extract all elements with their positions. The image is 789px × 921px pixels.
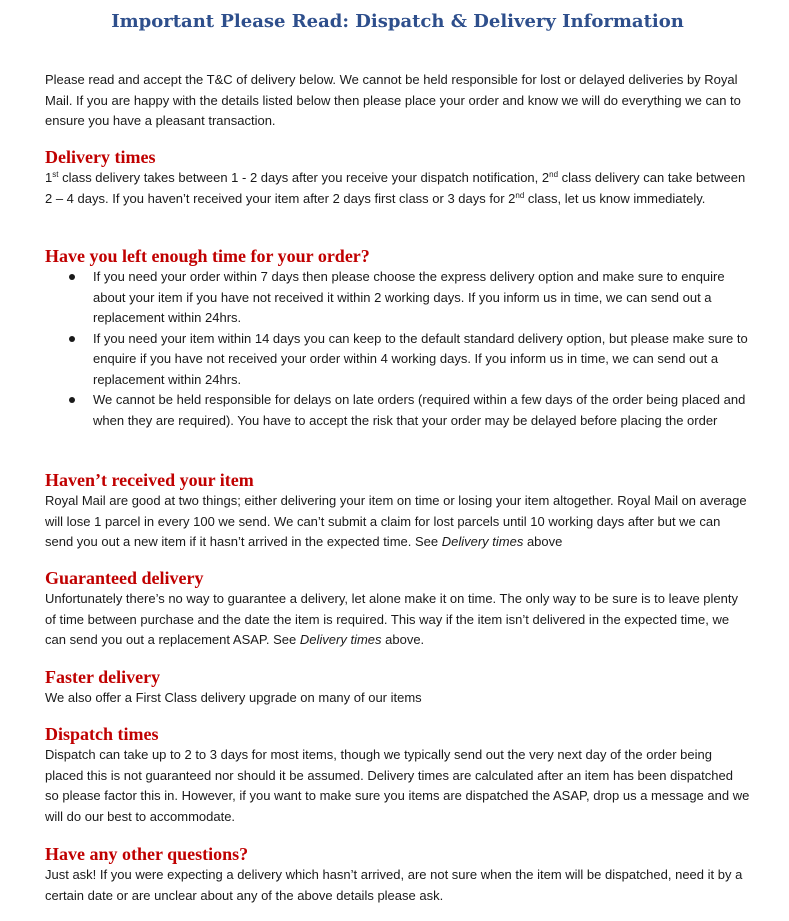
text-run: Unfortunately there’s no way to guarantee a delivery, let alone make it on time. The only way to be sure is to leave plenty of time between purchase and the date the item is required. This way if the item isn’t delivered in the expected time, we can send you out a replacement ASAP. See: [45, 591, 738, 647]
superscript: st: [52, 170, 59, 179]
text-run: above.: [381, 632, 425, 647]
guaranteed-text: [45, 589, 750, 651]
list-item: [45, 329, 750, 391]
list-item: [45, 267, 750, 329]
bullet-icon: [69, 397, 75, 403]
superscript: nd: [549, 170, 559, 179]
text-run: class delivery can take between 2 – 4 days. If you haven’t received your item after 2 days first class or 3 days for 2: [45, 170, 746, 206]
not-received-text: [45, 491, 750, 553]
superscript: nd: [515, 190, 525, 200]
faster-text: We also offer a First Class delivery upgrade on many of our items: [45, 690, 422, 705]
intro-text: Please read and accept the T&C of delivery below. We cannot be held responsible for lost or delayed deliveries by Royal Mail. If you are happy with the details listed below then please place your order and know we will do everything we can to ensure you have a pleasant transaction.: [45, 72, 741, 128]
section-heading: Haven’t received your item: [45, 470, 254, 490]
section-guaranteed: [45, 567, 750, 651]
dispatch-text: Dispatch can take up to 2 to 3 days for most items, though we typically send out the very next day of the order being placed this is not guaranteed nor should it be assumed. Delivery times are calculated after an item has been dispatched so please factor this in. However, if you want to make sure you items are dispatched the ASAP, drop us a message and we will do our best to accommodate.: [45, 747, 750, 824]
list-item-text: If you need your item within 14 days you can keep to the default standard delivery option, but please make sure to enquire if you have not received your order within 4 working days. If you inform us in time, we can send out a replacement within 24hrs.: [93, 330, 748, 387]
text-run: class, let us know immediately.: [524, 190, 706, 206]
section-delivery-times: [45, 146, 750, 209]
list-item: [45, 390, 750, 431]
list-item-text: We cannot be held responsible for delays on late orders (required within a few days of the order being placed and when they are required). You have to accept the risk that your order may be delayed before placing the order: [93, 392, 746, 428]
text-run: class delivery takes between 1 - 2 days after you receive your dispatch notification, 2: [58, 170, 550, 185]
questions-text: Just ask! If you were expecting a delivery which hasn’t arrived, are not sure when the item will be dispatched, need it by a certain date or are unclear about any of the above details please ask.: [45, 867, 743, 903]
section-heading: Dispatch times: [45, 724, 159, 744]
text-run: Royal Mail are good at two things; either delivering your item on time or losing your item altogether. Royal Mail on average will lose 1 parcel in every 100 we send. We can’t submit a claim for lost parcels until 10 working days after but we can send you out a new item if it hasn’t arrived in the expected time. See: [45, 493, 747, 549]
delivery-times-reference: Delivery times: [299, 632, 382, 647]
section-enough-time: [45, 245, 750, 431]
list-item-text: If you need your order within 7 days then please choose the express delivery option and make sure to enquire about your item if you have not received it within 2 working days. If you inform us in time, we can send out a replacement within 24hrs.: [93, 269, 725, 325]
section-heading: Have you left enough time for your order?: [45, 246, 370, 266]
section-heading: Have any other questions?: [45, 844, 249, 864]
bullet-list: [45, 267, 750, 431]
section-heading: Faster delivery: [45, 667, 161, 687]
intro-paragraph: [45, 70, 750, 132]
bullet-icon: [69, 336, 75, 342]
text-run: above: [523, 534, 563, 549]
section-heading: Delivery times: [45, 147, 156, 167]
section-questions: [45, 843, 750, 906]
section-dispatch: [45, 723, 750, 827]
text-run: 1: [45, 170, 53, 185]
delivery-times-text: [45, 168, 750, 209]
section-heading: Guaranteed delivery: [45, 568, 204, 588]
page-title: Important Please Read: Dispatch & Delivery Information: [111, 11, 684, 32]
delivery-times-reference: Delivery times: [441, 534, 524, 549]
bullet-icon: [69, 274, 75, 280]
section-faster: [45, 666, 750, 709]
section-not-received: [45, 469, 750, 553]
